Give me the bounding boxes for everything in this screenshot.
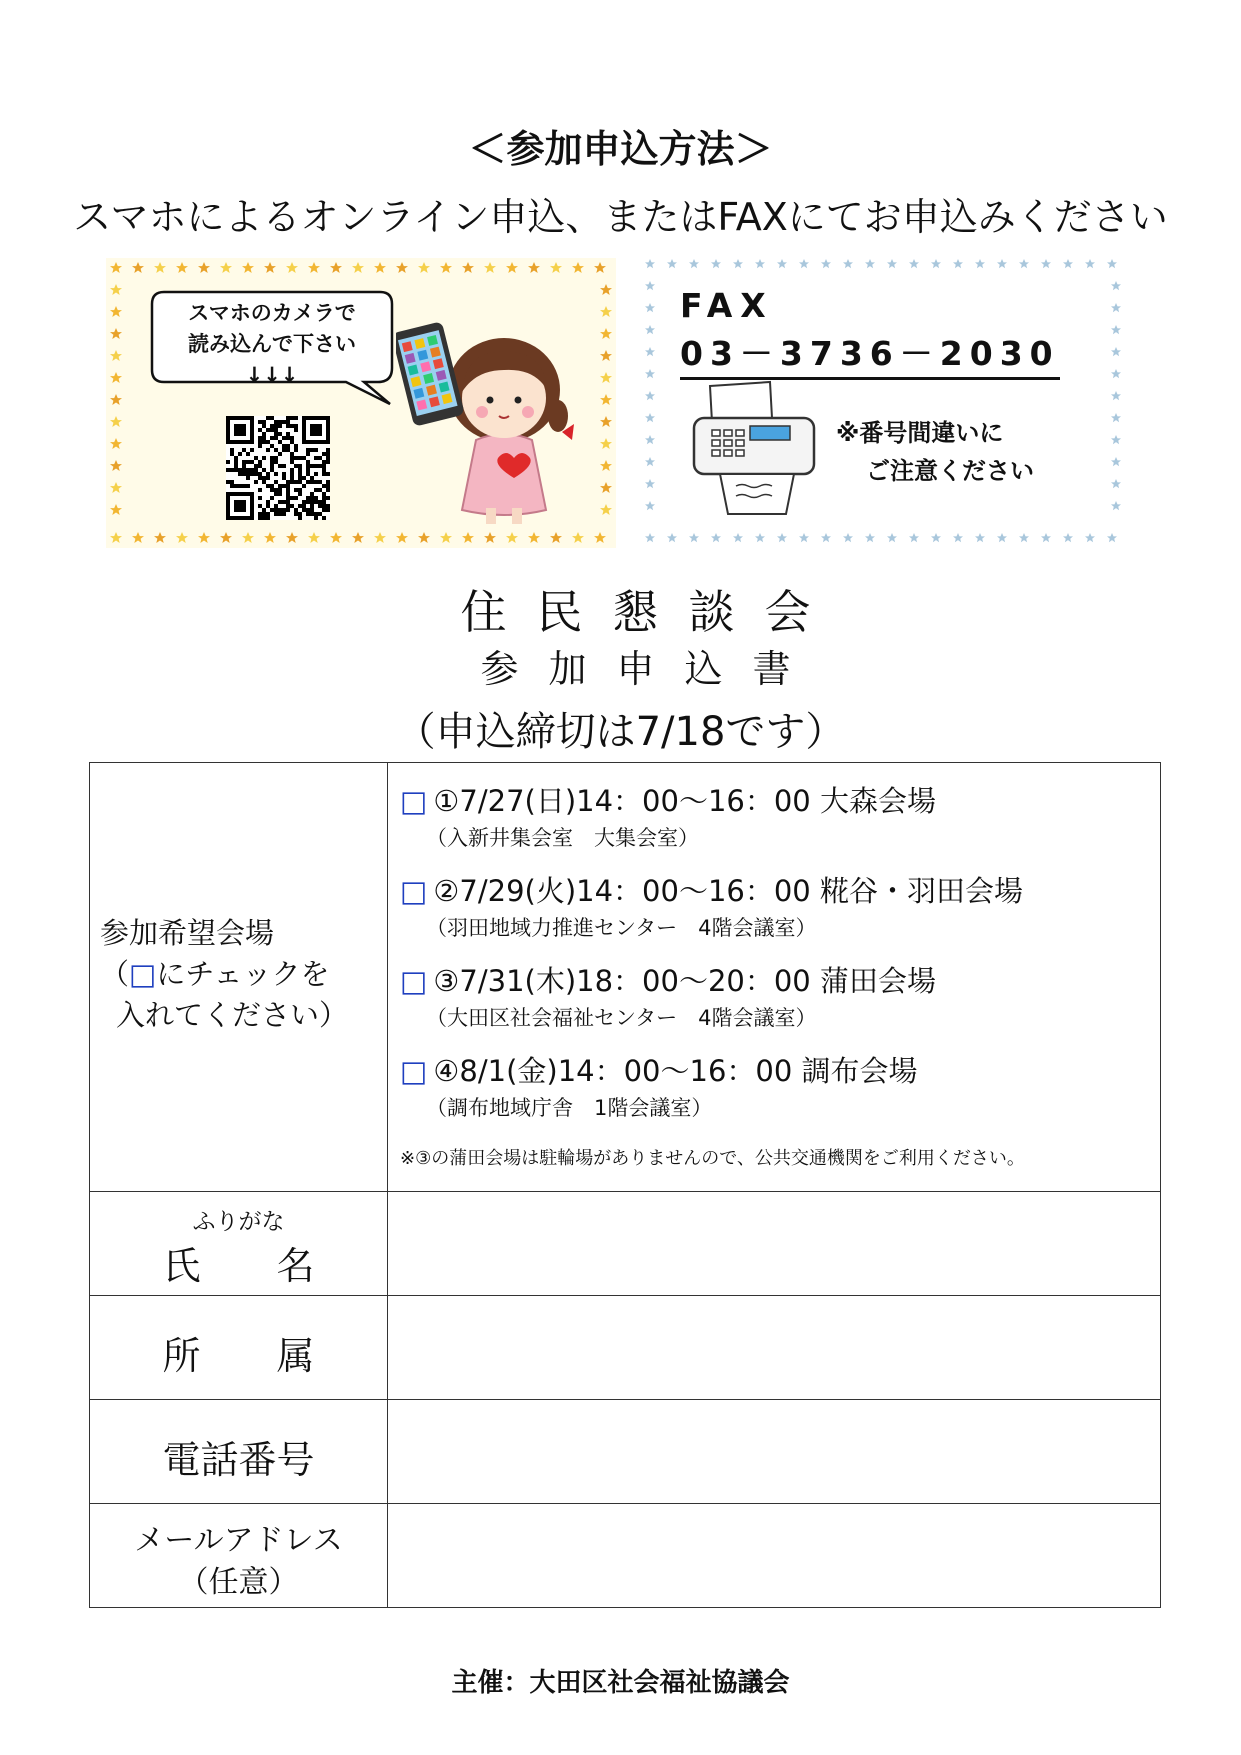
email-input[interactable] [389, 1505, 1160, 1606]
form-title: 住民懇談会 [460, 585, 841, 639]
affiliation-input[interactable] [389, 1297, 1160, 1398]
organizer: 主催：大田区社会福祉協議会 [451, 1668, 790, 1698]
venue-label-line-2 [100, 954, 370, 995]
phone-label: 電話番号 [162, 1438, 315, 1482]
fax-note [836, 414, 1034, 490]
method-title: ＜参加申込方法＞ [468, 127, 773, 171]
fax-number[interactable]: 03－3736－2030 [680, 328, 1060, 380]
checkbox-omori[interactable]: □ [400, 784, 428, 818]
row-divider [90, 1191, 1160, 1192]
venue-option-kojiya-haneda[interactable] [400, 869, 1023, 942]
fax-note-line-1: ※番号間違いに [836, 419, 1004, 447]
venue-option-chofu[interactable] [400, 1049, 918, 1122]
row-divider [90, 1399, 1160, 1400]
venue-main: ③7/31(木)18：00～20：00 蒲田会場 [433, 964, 936, 998]
application-form-table [89, 762, 1161, 1608]
row-divider [90, 1295, 1160, 1296]
venue-label-text: にチェックを [156, 957, 330, 991]
venue-option-omori[interactable] [400, 779, 936, 852]
venue-note: ※③の蒲田会場は駐輪場がありませんので、公共交通機関をご利用ください。 [400, 1148, 1025, 1169]
deadline: （申込締切は7/18です） [395, 709, 846, 755]
fax-label: FAX [680, 286, 774, 325]
venue-sub: （調布地域庁舎 1階会議室） [426, 1096, 713, 1120]
venue-sub: （大田区社会福祉センター 4階会議室） [426, 1006, 817, 1030]
form-subtitle: 参加申込書 [480, 647, 821, 691]
bubble-arrows: ↓↓↓ [245, 363, 299, 387]
venue-main: ②7/29(火)14：00～16：00 糀谷・羽田会場 [433, 874, 1023, 908]
method-subtitle: スマホによるオンライン申込、またはFAXにてお申込みください [73, 195, 1168, 239]
fax-machine-icon [690, 378, 820, 518]
checkbox-kojiya-haneda[interactable]: □ [400, 874, 428, 908]
email-label: メールアドレス [134, 1523, 343, 1558]
name-furigana: ふりがな [192, 1209, 285, 1235]
venue-main: ①7/27(日)14：00～16：00 大森会場 [433, 784, 936, 818]
affiliation-label: 所 属 [162, 1334, 315, 1378]
name-input[interactable] [389, 1193, 1160, 1294]
checkbox-sample-icon: □ [129, 957, 157, 991]
fax-note-line-2: ご注意ください [866, 457, 1034, 485]
phone-input[interactable] [389, 1401, 1160, 1502]
bubble-line-2: 読み込んで下さい [188, 332, 356, 356]
venue-label [100, 913, 370, 1036]
venue-sub: （羽田地域力推進センター 4階会議室） [426, 916, 817, 940]
checkbox-kamata[interactable]: □ [400, 964, 428, 998]
girl-with-smartphone-illustration [396, 320, 586, 528]
venue-sub: （入新井集会室 大集会室） [426, 826, 699, 850]
qr-code[interactable] [226, 416, 330, 520]
checkbox-chofu[interactable]: □ [400, 1054, 428, 1088]
venue-option-kamata[interactable] [400, 959, 936, 1032]
paren-open: （ [100, 957, 130, 991]
column-divider [387, 763, 388, 1607]
name-label: 氏 名 [162, 1244, 315, 1288]
venue-label-line-3: 入れてください） [116, 998, 349, 1032]
venue-label-line-1: 参加希望会場 [100, 916, 275, 950]
bubble-text [150, 298, 394, 391]
email-optional: （任意） [178, 1565, 299, 1600]
bubble-line-1: スマホのカメラで [188, 301, 356, 325]
row-divider [90, 1503, 1160, 1504]
venue-main: ④8/1(金)14：00～16：00 調布会場 [433, 1054, 918, 1088]
